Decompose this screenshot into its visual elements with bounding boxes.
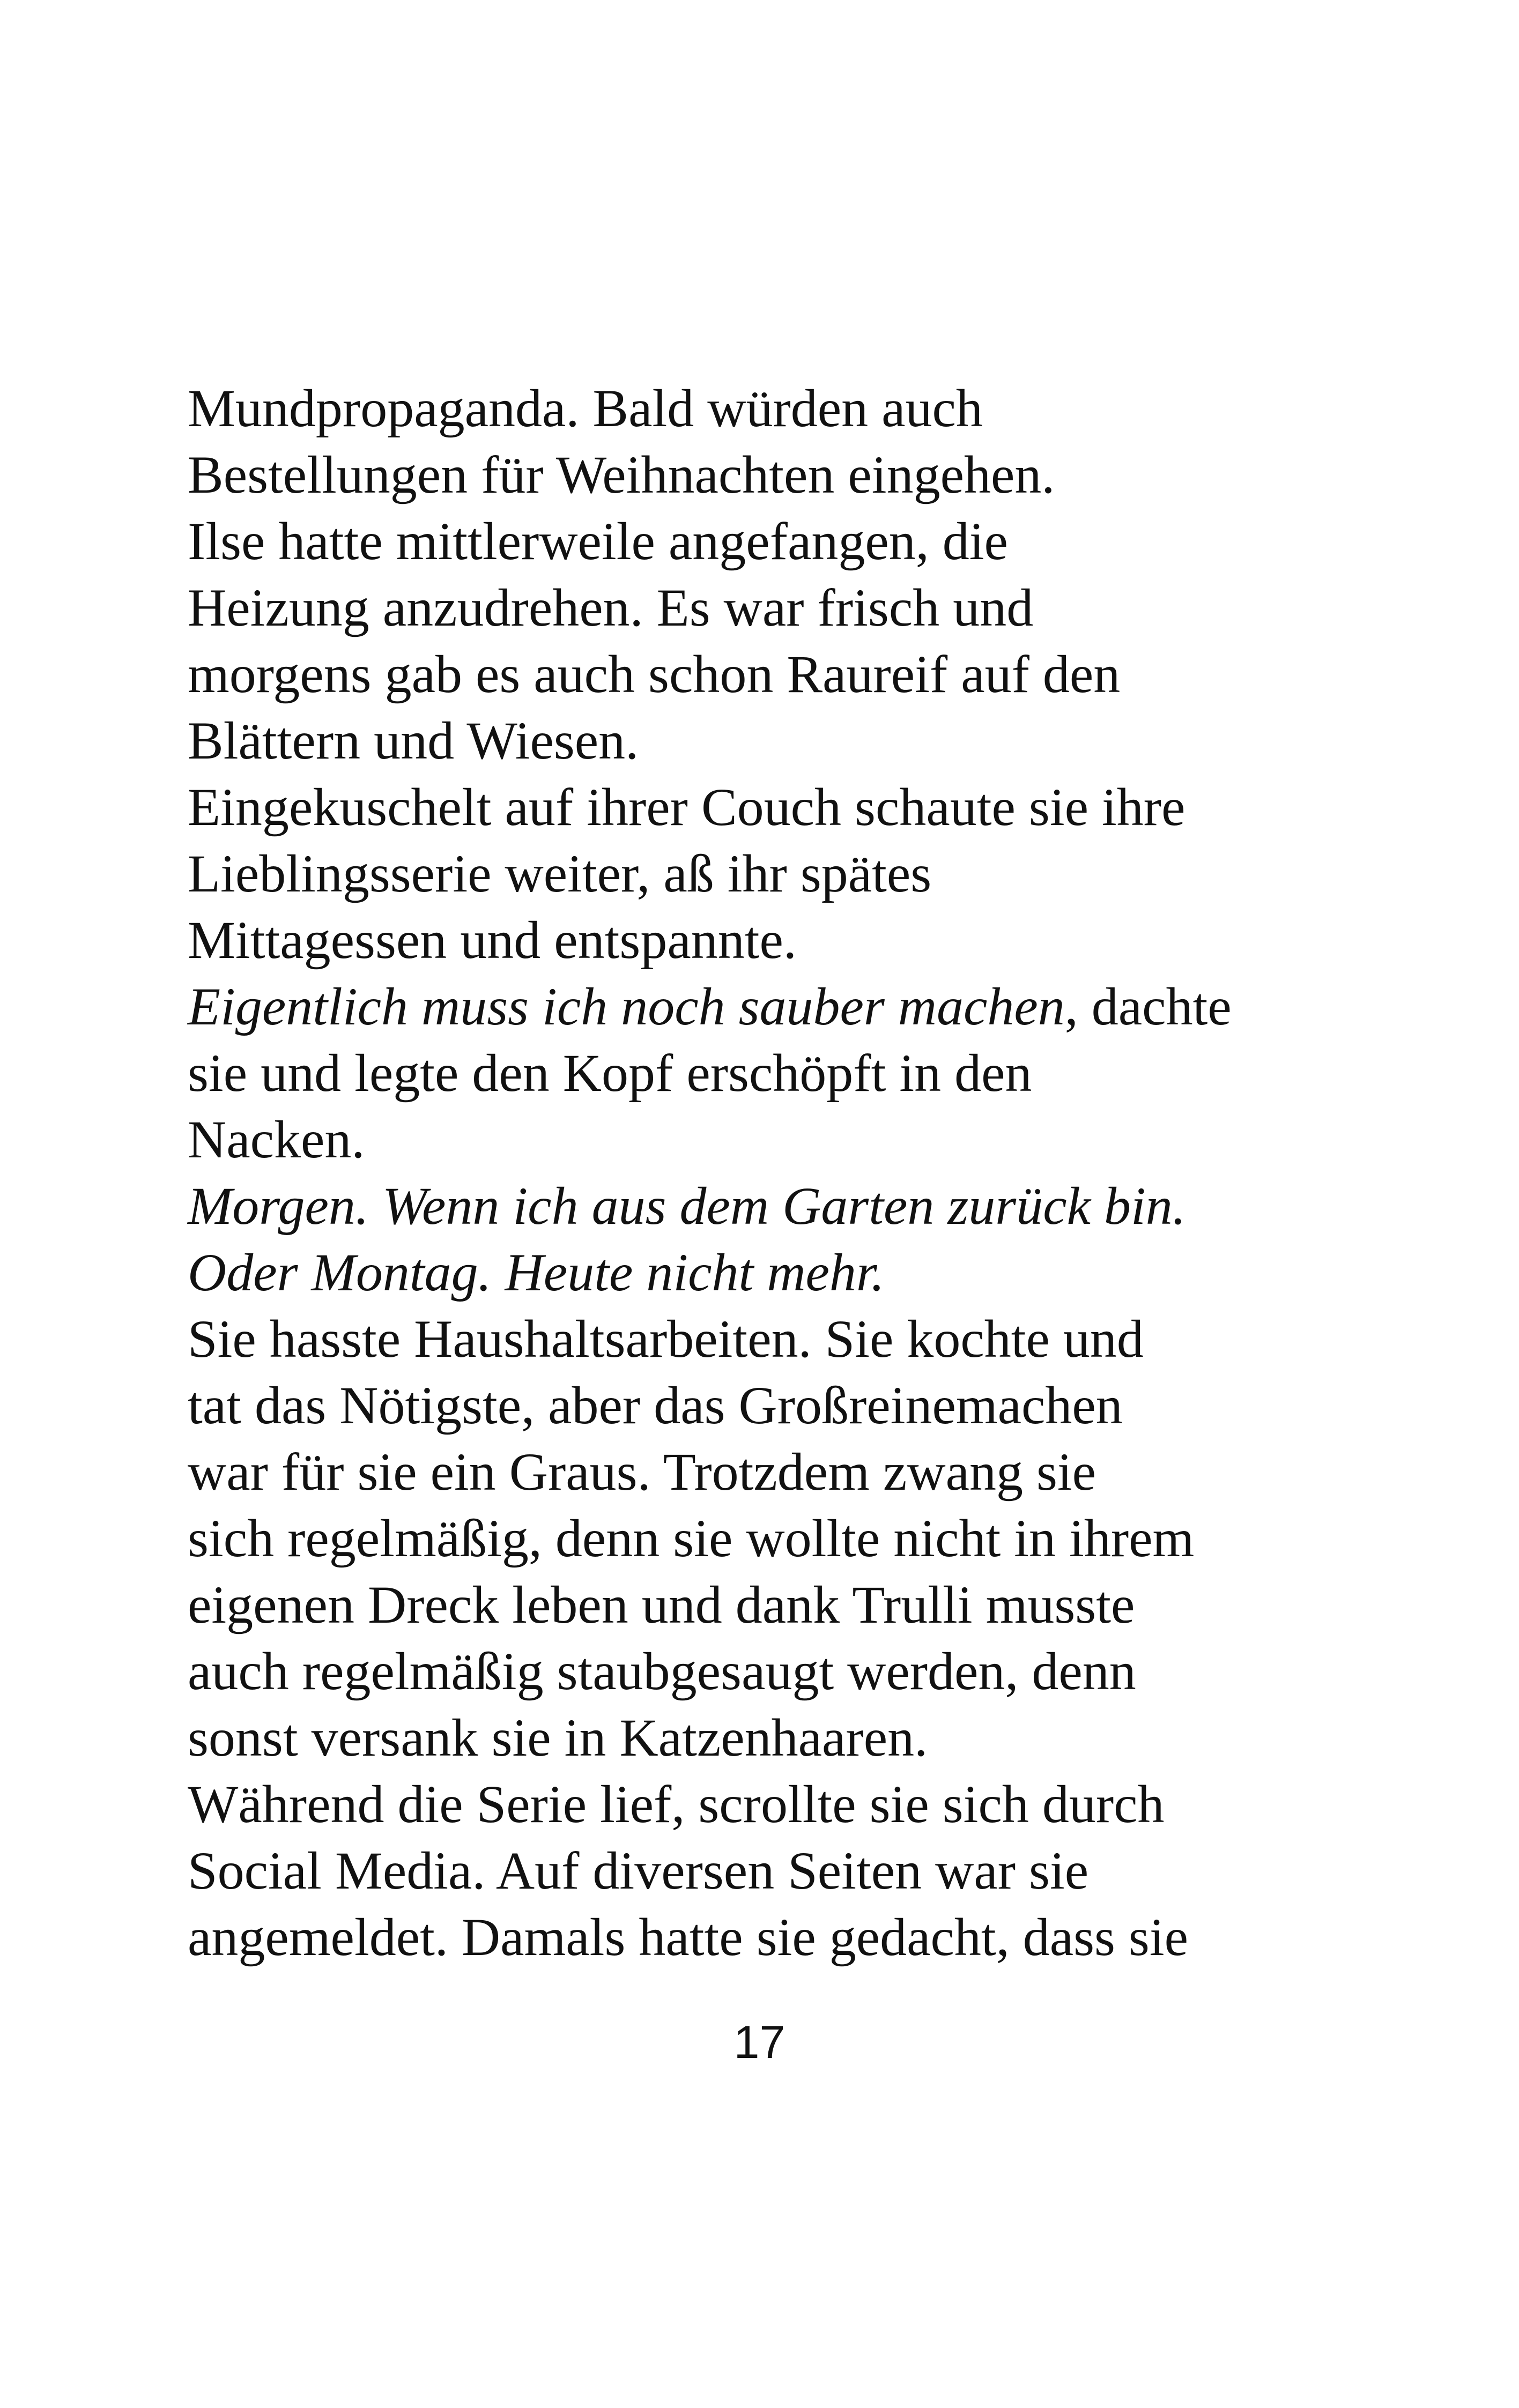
italic-thought: Oder Montag. Heute nicht mehr. xyxy=(188,1243,885,1302)
text-line: Lieblingsserie weiter, aß ihr spätes xyxy=(188,844,932,903)
text-line: Heizung anzudrehen. Es war frisch und xyxy=(188,578,1034,637)
text-line: sich regelmäßig, denn sie wollte nicht in ihrem xyxy=(188,1508,1195,1568)
text-line: Ilse hatte mittlerweile angefangen, die xyxy=(188,511,1008,571)
text-line: Eingekuschelt auf ihrer Couch schaute sie ihre xyxy=(188,777,1185,837)
text-line xyxy=(188,1173,1399,1239)
text-line: Mittagessen und entspannte. xyxy=(188,910,797,970)
text-line: Blättern und Wiesen. xyxy=(188,711,639,770)
page-number: 17 xyxy=(733,2017,786,2068)
text-line: Mundpropaganda. Bald würden auch xyxy=(188,378,983,438)
text-line: Social Media. Auf diversen Seiten war sie xyxy=(188,1841,1089,1900)
italic-thought: Eigentlich muss ich noch sauber machen xyxy=(188,977,1065,1036)
text-line: morgens gab es auch schon Raureif auf den xyxy=(188,644,1121,704)
text-line: Eigentlich muss ich noch sauber machen, dachte xyxy=(188,977,1232,1036)
text-line: auch regelmäßig staubgesaugt werden, denn xyxy=(188,1641,1136,1701)
text-line: Während die Serie lief, scrollte sie sich durch xyxy=(188,1774,1165,1834)
body-text xyxy=(188,375,1399,1971)
italic-thought: Morgen. Wenn ich aus dem Garten zurück bin. xyxy=(188,1176,1186,1236)
text-line: angemeldet. Damals hatte sie gedacht, dass sie xyxy=(188,1907,1189,1967)
text-line: war für sie ein Graus. Trotzdem zwang sie xyxy=(188,1442,1096,1502)
text-line: Nacken. xyxy=(188,1110,365,1169)
text-line: tat das Nötigste, aber das Großreinemachen xyxy=(188,1376,1123,1435)
text-line: eigenen Dreck leben und dank Trulli musste xyxy=(188,1575,1135,1634)
text-line: Bestellungen für Weihnachten eingehen. xyxy=(188,445,1055,504)
text-line xyxy=(188,1239,1399,1306)
text-line: Sie hasste Haushaltsarbeiten. Sie kochte und xyxy=(188,1309,1144,1369)
text-line: sie und legte den Kopf erschöpft in den xyxy=(188,1043,1032,1103)
text-line: sonst versank sie in Katzenhaaren. xyxy=(188,1708,928,1767)
